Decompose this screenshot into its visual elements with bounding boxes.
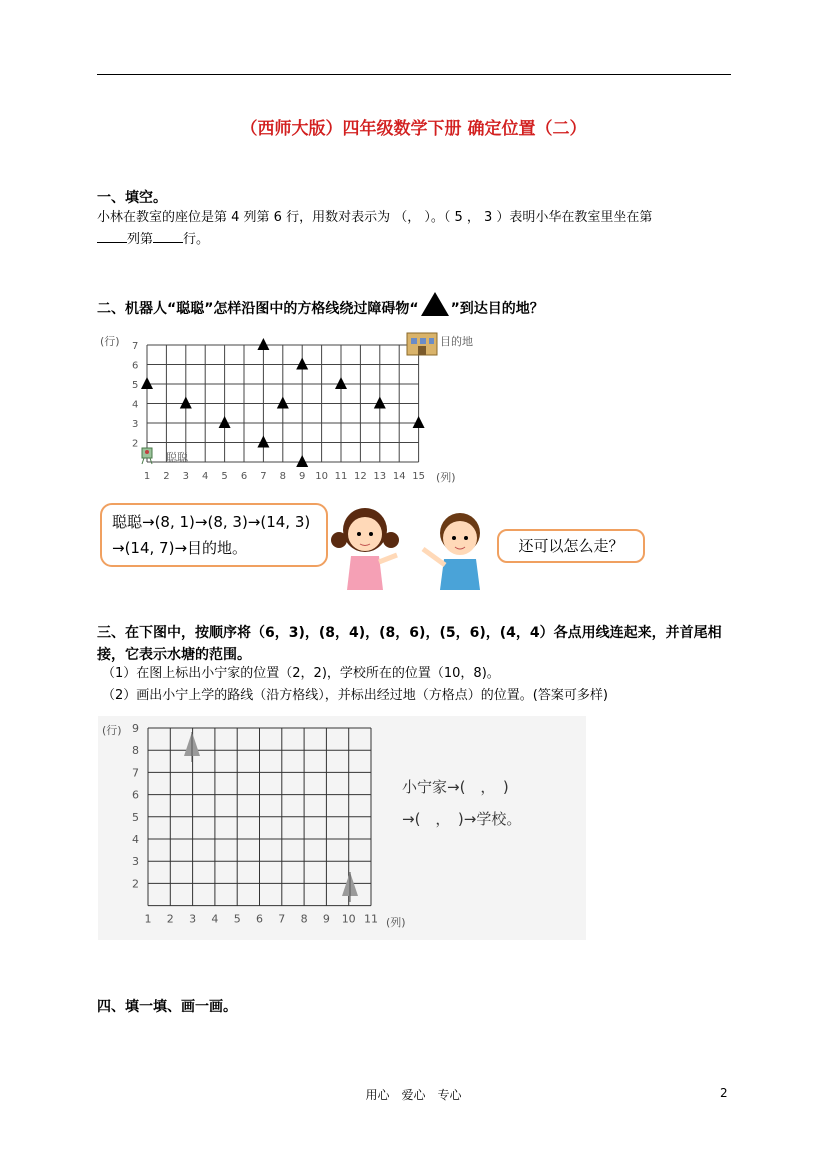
col-tick-label: 4 — [202, 471, 209, 482]
robot-label: 聪聪 — [166, 451, 188, 464]
col-tick-label: 13 — [373, 471, 387, 482]
col-tick-label: 5 — [233, 912, 241, 926]
section1-line1: 小林在教室的座位是第 4 列第 6 行，用数对表示为 （， ）。（ 5 ， 3 ）表明小华在教室里坐在第 — [97, 210, 653, 225]
col-tick-label: 5 — [221, 471, 228, 482]
col-tick-label: 3 — [189, 912, 197, 926]
section1-text — [97, 207, 737, 251]
col-tick-label: 9 — [322, 912, 330, 926]
section2-heading-b: ”到达目的地？ — [450, 301, 544, 317]
girl-illustration — [325, 500, 405, 590]
col-tick-label: 8 — [300, 912, 308, 926]
obstacle-triangle — [180, 397, 192, 409]
obstacle-triangle — [257, 338, 269, 350]
answer-blank — [153, 230, 183, 243]
row-tick-label: 5 — [132, 810, 139, 824]
row-tick-label: 2 — [132, 438, 139, 450]
col-axis-label: (列) — [436, 471, 456, 484]
obstacle-triangle-icon — [421, 292, 449, 316]
section2-heading — [97, 292, 544, 318]
section4-heading: 四、填一填、画一画。 — [97, 999, 237, 1015]
section3-heading-line1: 三、在下图中，按顺序将（6，3)，(8，4)，(8，6)，(5，6)，(4，4）各点用线连起来，并首尾相 — [97, 625, 722, 641]
obstacle-triangle — [277, 397, 289, 409]
col-tick-label: 1 — [144, 912, 152, 926]
row-tick-label: 3 — [132, 855, 139, 869]
col-tick-label: 1 — [143, 471, 151, 482]
row-tick-label: 7 — [132, 766, 139, 780]
boy-illustration — [415, 505, 495, 590]
obstacle-triangle — [413, 416, 425, 428]
route-line1: 小宁家→( ， ) — [402, 778, 509, 796]
page-title: （西师大版）四年级数学下册 确定位置（二） — [240, 119, 587, 139]
col-tick-label: 14 — [392, 471, 406, 482]
obstacle-triangle — [296, 455, 308, 467]
row-axis-label: (行) — [100, 335, 120, 348]
row-tick-labels — [132, 722, 139, 890]
bubble-line2: →(14, 7)→目的地。 — [112, 539, 248, 557]
grid-lines — [148, 728, 371, 906]
section1-line2-a: 列第 — [127, 232, 154, 247]
robot-grid-figure — [96, 330, 496, 495]
answer-blank — [97, 230, 127, 243]
pond-grid-figure — [98, 716, 586, 940]
col-tick-label: 2 — [163, 471, 170, 482]
row-tick-label: 5 — [132, 380, 139, 391]
obstacle-triangle — [296, 358, 308, 370]
col-tick-label: 9 — [299, 471, 306, 482]
col-tick-label: 15 — [412, 471, 425, 482]
obstacle-triangle — [141, 377, 153, 389]
row-tick-label: 6 — [132, 360, 139, 372]
obstacle-triangle — [335, 377, 347, 389]
section3-heading-line2: 接，它表示水塘的范围。 — [97, 647, 251, 663]
row-tick-label: 6 — [132, 788, 139, 802]
route-speech-bubble — [100, 503, 328, 567]
col-tick-label: 3 — [182, 471, 189, 482]
col-tick-label: 11 — [364, 912, 378, 926]
col-tick-label: 6 — [256, 912, 263, 926]
section2-heading-a: 二、机器人“聪聪”怎样沿图中的方格线绕过障碍物“ — [97, 301, 419, 317]
tree-icon — [342, 872, 358, 902]
col-tick-label: 8 — [279, 471, 286, 482]
col-tick-labels — [144, 471, 425, 482]
col-tick-label: 2 — [166, 912, 174, 926]
section1-heading: 一、填空。 — [97, 190, 167, 206]
tree-icon — [184, 732, 200, 762]
col-tick-label: 4 — [211, 912, 219, 926]
row-tick-label: 3 — [132, 419, 139, 430]
row-tick-labels — [132, 341, 138, 450]
row-tick-label: 2 — [132, 877, 139, 891]
route-line2: →( ， )→学校。 — [402, 810, 522, 828]
col-tick-label: 10 — [315, 471, 328, 482]
bubble-line1: 聪聪→(8, 1)→(8, 3)→(14, 3) — [112, 513, 311, 531]
row-axis-label: (行) — [102, 724, 122, 737]
destination-building-icon — [407, 333, 437, 355]
col-tick-label: 11 — [334, 471, 348, 482]
header-rule — [97, 74, 731, 75]
obstacle-triangle — [219, 416, 231, 428]
section3-heading — [97, 622, 737, 666]
col-tick-label: 7 — [278, 912, 286, 926]
col-tick-labels — [145, 913, 379, 926]
col-axis-label: (列) — [386, 916, 406, 929]
col-tick-label: 12 — [354, 471, 367, 482]
row-tick-label: 4 — [132, 399, 139, 411]
footer-motto: 用心 爱心 专心 — [365, 1088, 462, 1102]
col-tick-label: 6 — [240, 471, 248, 482]
obstacle-triangle — [374, 397, 386, 409]
page-number: 2 — [720, 1086, 728, 1100]
section1-line2-b: 行。 — [183, 232, 210, 247]
question-speech-bubble: 还可以怎么走？ — [497, 529, 645, 563]
row-tick-label: 7 — [132, 341, 139, 352]
row-tick-label: 4 — [132, 833, 139, 846]
col-tick-label: 10 — [341, 912, 356, 926]
section3-item1: （1）在图上标出小宁家的位置（2，2)，学校所在的位置（10，8)。 — [102, 666, 500, 681]
destination-label: 目的地 — [440, 335, 473, 348]
row-tick-label: 8 — [132, 744, 139, 758]
obstacle-triangle — [257, 436, 269, 448]
section1-line2 — [97, 229, 737, 251]
section3-item2: （2）画出小宁上学的路线（沿方格线），并标出经过地（方格点）的位置。(答案可多样) — [102, 688, 608, 703]
col-tick-label: 7 — [260, 471, 267, 482]
row-tick-label: 9 — [132, 722, 139, 735]
